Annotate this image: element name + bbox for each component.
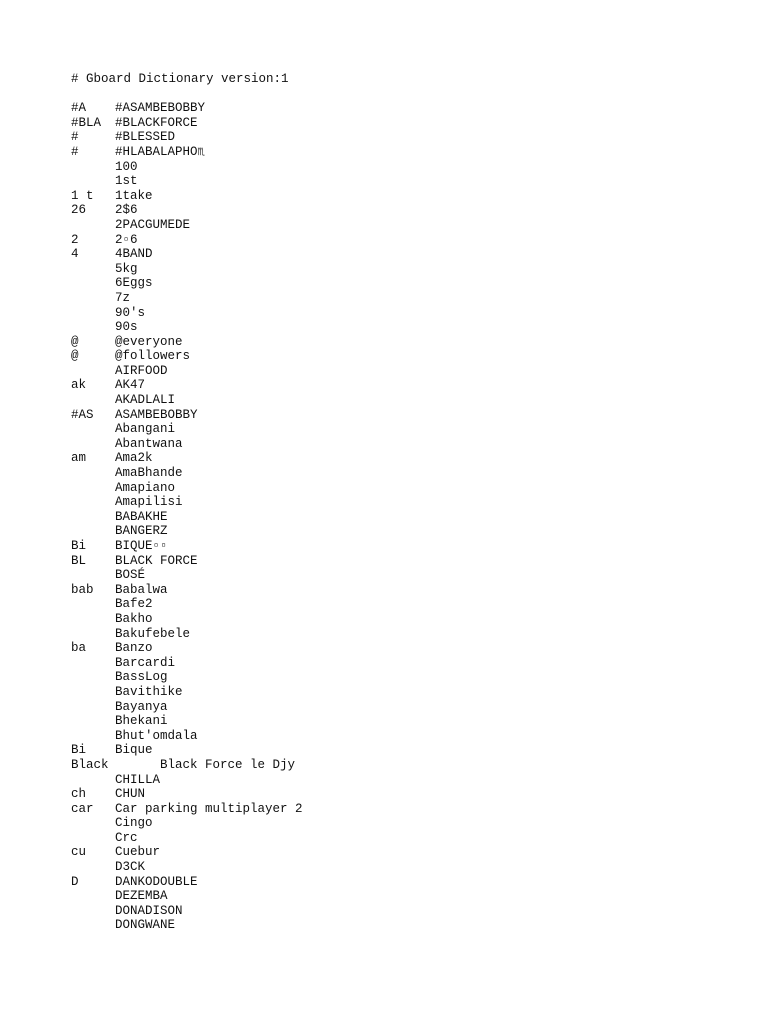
dictionary-entry (71, 451, 751, 466)
entry-shortcut: #AS (71, 407, 94, 422)
dictionary-entry (71, 393, 751, 408)
dictionary-entry-list (71, 101, 751, 933)
entry-word: #ASAMBEBOBBY (115, 101, 206, 116)
dictionary-entry (71, 656, 751, 671)
entry-word: BIQUE▫▫ (115, 539, 168, 553)
entry-word: DEZEMBA (115, 889, 168, 904)
entry-shortcut: Black (71, 757, 109, 772)
blank-line (71, 87, 751, 102)
dictionary-entry (71, 787, 751, 802)
entry-shortcut: # (71, 130, 79, 145)
dictionary-entry (71, 568, 751, 583)
entry-shortcut: Bi (71, 743, 87, 758)
dictionary-entry (71, 627, 751, 642)
entry-word: Banzo (115, 641, 153, 656)
entry-shortcut: car (71, 801, 94, 816)
entry-shortcut: # (71, 144, 79, 159)
entry-word: Bayanya (115, 699, 168, 714)
dictionary-entry (71, 291, 751, 306)
dictionary-entry (71, 729, 751, 744)
entry-word: Black Force le Djy (160, 757, 296, 772)
dictionary-entry (71, 276, 751, 291)
dictionary-entry (71, 685, 751, 700)
entry-word: Bafe2 (115, 597, 153, 612)
dictionary-entry (71, 203, 751, 218)
entry-shortcut: am (71, 451, 87, 466)
dictionary-entry (71, 481, 751, 496)
dictionary-entry (71, 831, 751, 846)
entry-word: 5kg (115, 261, 138, 276)
dictionary-entry (71, 349, 751, 364)
entry-shortcut: #BLA (71, 115, 102, 130)
entry-word: AKADLALI (115, 393, 176, 408)
dictionary-entry (71, 364, 751, 379)
entry-shortcut: @ (71, 349, 79, 364)
dictionary-entry (71, 743, 751, 758)
entry-shortcut: @ (71, 334, 79, 349)
entry-word: #HLABALAPHO♏ (115, 144, 206, 159)
entry-word: 7z (115, 290, 131, 305)
entry-word: CHILLA (115, 772, 161, 787)
dictionary-entry (71, 189, 751, 204)
entry-word: Ama2k (115, 451, 153, 466)
entry-word: 2$6 (115, 203, 138, 218)
entry-shortcut: bab (71, 582, 94, 597)
dictionary-entry (71, 378, 751, 393)
dictionary-entry (71, 875, 751, 890)
dictionary-entry (71, 262, 751, 277)
entry-shortcut: ak (71, 378, 87, 393)
entry-word: AmaBhande (115, 466, 183, 481)
dictionary-entry (71, 889, 751, 904)
dictionary-entry (71, 539, 751, 554)
dictionary-page (71, 72, 751, 933)
entry-word: #BLACKFORCE (115, 115, 198, 130)
entry-word: BANGERZ (115, 524, 168, 539)
entry-shortcut: ba (71, 641, 87, 656)
entry-word: BassLog (115, 670, 168, 685)
entry-shortcut: 2 (71, 232, 79, 247)
dictionary-entry (71, 845, 751, 860)
dictionary-entry (71, 335, 751, 350)
entry-word: BLACK FORCE (115, 553, 198, 568)
entry-word: DANKODOUBLE (115, 874, 198, 889)
entry-shortcut: 1 t (71, 188, 94, 203)
entry-shortcut: 4 (71, 247, 79, 262)
dictionary-entry (71, 130, 751, 145)
entry-word: Cuebur (115, 845, 161, 860)
entry-word: Barcardi (115, 655, 176, 670)
entry-shortcut: D (71, 874, 79, 889)
entry-word: Abangani (115, 422, 176, 437)
entry-shortcut: #A (71, 101, 87, 116)
dictionary-entry (71, 773, 751, 788)
dictionary-entry (71, 700, 751, 715)
dictionary-entry (71, 524, 751, 539)
entry-shortcut: Bi (71, 539, 87, 553)
entry-word: Babalwa (115, 582, 168, 597)
entry-word: 1take (115, 188, 153, 203)
dictionary-entry (71, 320, 751, 335)
entry-word: AK47 (115, 378, 146, 393)
dictionary-entry (71, 466, 751, 481)
entry-word: 6Eggs (115, 276, 153, 291)
dictionary-entry (71, 670, 751, 685)
entry-word: 100 (115, 159, 138, 174)
dictionary-entry (71, 247, 751, 262)
entry-word: 2PACGUMEDE (115, 217, 191, 232)
entry-word: @everyone (115, 334, 183, 349)
entry-word: Cingo (115, 816, 153, 831)
entry-word: ASAMBEBOBBY (115, 407, 198, 422)
dictionary-entry (71, 306, 751, 321)
dictionary-entry (71, 802, 751, 817)
dictionary-entry (71, 116, 751, 131)
dictionary-entry (71, 918, 751, 933)
entry-shortcut: BL (71, 553, 87, 568)
dictionary-entry (71, 495, 751, 510)
dictionary-entry (71, 218, 751, 233)
entry-word: BABAKHE (115, 509, 168, 524)
dictionary-entry (71, 641, 751, 656)
dictionary-entry (71, 583, 751, 598)
entry-word: DONGWANE (115, 918, 176, 933)
dictionary-entry (71, 860, 751, 875)
entry-word: Bakufebele (115, 626, 191, 641)
dictionary-entry (71, 816, 751, 831)
dictionary-entry (71, 510, 751, 525)
entry-word: 4BAND (115, 247, 153, 262)
entry-word: Bavithike (115, 684, 183, 699)
dictionary-entry (71, 597, 751, 612)
entry-word: Amapiano (115, 480, 176, 495)
entry-word: Bhut'omdala (115, 728, 198, 743)
dictionary-entry (71, 101, 751, 116)
entry-word: Crc (115, 830, 138, 845)
entry-word: #BLESSED (115, 130, 176, 145)
entry-shortcut: cu (71, 845, 87, 860)
entry-word: Bakho (115, 611, 153, 626)
entry-word: D3CK (115, 860, 146, 875)
dictionary-entry (71, 160, 751, 175)
dictionary-entry (71, 554, 751, 569)
dictionary-entry (71, 714, 751, 729)
entry-word: 2▫6 (115, 232, 138, 247)
dictionary-entry (71, 612, 751, 627)
entry-word: @followers (115, 349, 191, 364)
dictionary-entry (71, 422, 751, 437)
dictionary-entry (71, 408, 751, 423)
entry-shortcut: 26 (71, 203, 87, 218)
dictionary-entry (71, 233, 751, 248)
entry-word: Bique (115, 743, 153, 758)
dictionary-entry (71, 174, 751, 189)
entry-word: DONADISON (115, 903, 183, 918)
entry-word: 90's (115, 305, 146, 320)
entry-word: Bhekani (115, 714, 168, 729)
dictionary-entry (71, 437, 751, 452)
dictionary-entry (71, 904, 751, 919)
entry-word: BOSÉ (115, 568, 146, 583)
entry-shortcut: ch (71, 787, 87, 802)
dictionary-entry (71, 145, 751, 160)
entry-word: Car parking multiplayer 2 (115, 801, 303, 816)
entry-word: 90s (115, 320, 138, 335)
entry-word: Abantwana (115, 436, 183, 451)
entry-word: 1st (115, 174, 138, 189)
entry-word: Amapilisi (115, 495, 183, 510)
dictionary-header: # Gboard Dictionary version:1 (71, 72, 289, 86)
entry-word: CHUN (115, 787, 146, 802)
entry-word: AIRFOOD (115, 363, 168, 378)
dictionary-entry (71, 758, 751, 773)
